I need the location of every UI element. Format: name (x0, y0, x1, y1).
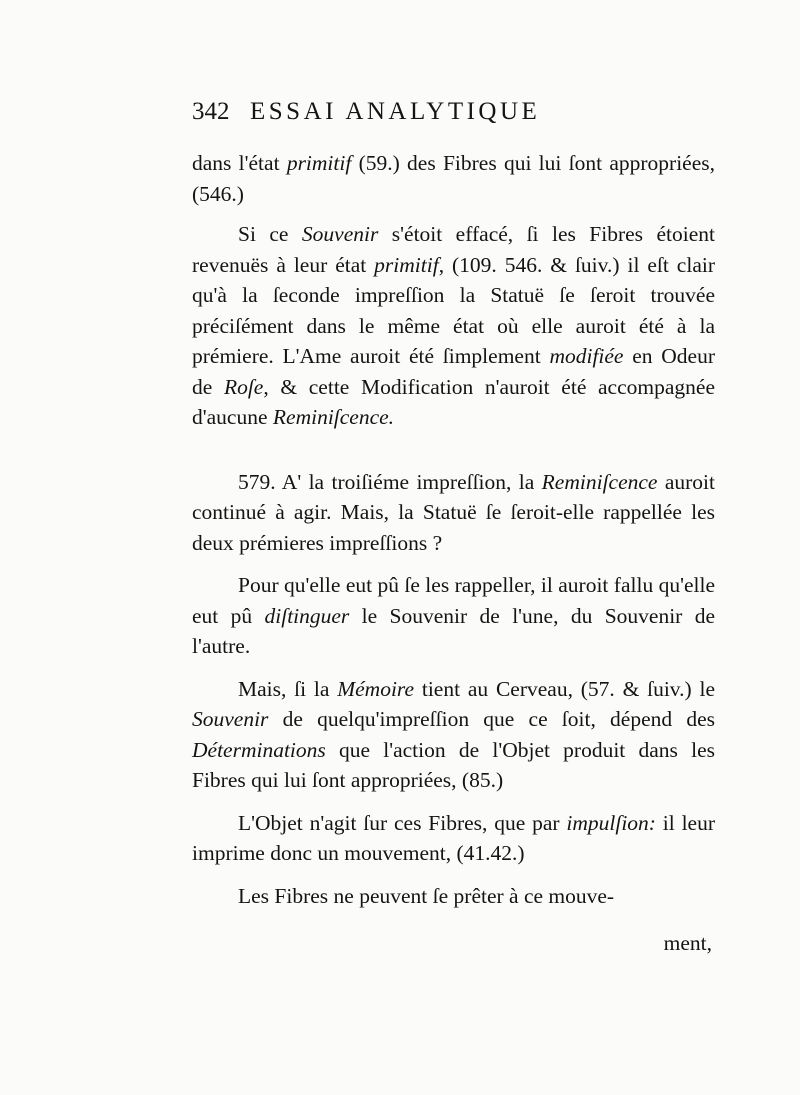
paragraph (192, 570, 715, 662)
paragraph (192, 219, 715, 433)
text-run: , & cette Modification n'auroit été accompagnée d'aucune (192, 374, 715, 429)
italic-text: Reminiſcence. (272, 405, 395, 429)
running-header (192, 98, 662, 126)
italic-text: primitif (286, 151, 352, 175)
paragraph (192, 808, 715, 869)
italic-text: Reminiſcence (541, 469, 658, 494)
body-text (192, 148, 715, 911)
paragraph (192, 148, 715, 209)
italic-text: Souvenir (192, 707, 269, 731)
text-run: Pour qu'elle eut pû ſe les rappeller, il auroit fallu qu'elle eut pû (192, 573, 715, 628)
text-run: le Souvenir de l'une, du Souvenir de l'autre. (192, 603, 715, 658)
text-run: de quelqu'impreſſion que ce ſoit, dépend des (268, 707, 715, 731)
italic-text: modifiée (549, 344, 624, 368)
text-run: s'étoit effacé, ſi les Fibres étoient revenuës à leur état (192, 222, 715, 277)
italic-text: Roſe (223, 374, 264, 399)
text-run: auroit continué à agir. Mais, la Statuë ſe ſeroit-elle rappellée les deux prémieres impreſſions ? (192, 469, 715, 555)
text-run: tient au Cerveau, (57. & ſuiv.) le (414, 676, 715, 701)
running-title: ESSAI ANALYTIQUE (250, 98, 541, 125)
text-run: que l'action de l'Objet produit dans les Fibres qui lui ſont appropriées, (85.) (192, 737, 715, 792)
text-run: dans l'état (192, 151, 287, 175)
text-run: Si ce (238, 222, 302, 246)
text-run: , (109. 546. & ſuiv.) il eſt clair qu'à la ſeconde impreſſion la Statuë ſe ſeroit trouvée préciſément dans le même état où elle auroit été à la prémiere. L'Ame auroit été ſimplement (192, 252, 715, 368)
paragraph (192, 674, 715, 796)
text-run: il leur imprime donc un mouvement, (41.42.) (192, 810, 716, 865)
paragraph (192, 881, 715, 912)
italic-text: primitif (374, 252, 439, 277)
text-run: Mais, ſi la (238, 676, 338, 701)
catchword: ment, (663, 931, 712, 955)
text-run: en Odeur de (192, 344, 715, 399)
italic-text: Souvenir (301, 222, 379, 246)
text-run: Les Fibres ne peuvent ſe prêter à ce mouve- (238, 883, 615, 908)
italic-text: diſtinguer (264, 603, 350, 628)
text-run: 579. A' la troiſiéme impreſſion, la (238, 469, 542, 494)
text-run: L'Objet n'agit ſur ces Fibres, que par (238, 810, 567, 835)
page-number: 342 (192, 98, 230, 125)
italic-text: Mémoire (337, 676, 415, 701)
text-run: (59.) des Fibres qui lui ſont appropriées, (546.) (192, 151, 715, 206)
italic-text: impulſion: (566, 810, 656, 835)
italic-text: Déterminations (192, 737, 326, 762)
paragraph (192, 467, 715, 559)
